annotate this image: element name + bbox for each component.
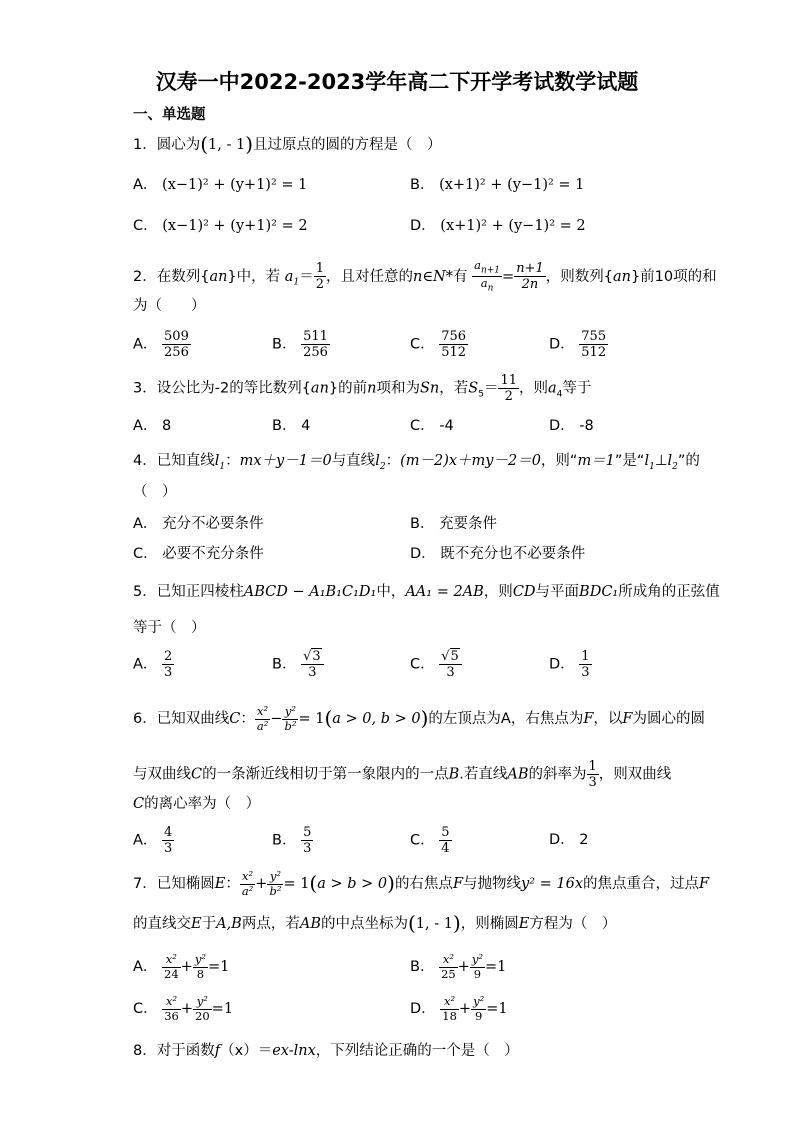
q4-option-b: B． 充要条件 bbox=[410, 516, 498, 532]
question-1: 1．圆心为(1, - 1)且过原点的圆的方程是（ ） bbox=[133, 132, 442, 156]
q7-option-d: D． $\frac{\text{x²}}{18}$ + $\frac{\text{y²}}{9}$ =1 bbox=[410, 994, 508, 1023]
question-3: 3．设公比为-2的等比数列{an}的前n项和为Sn，若$S_5=$ $\frac{11}{2}$ ，则$a_4$等于 bbox=[133, 373, 592, 404]
q1-option-d: D． (x+1)² + (y−1)² = 2 bbox=[410, 218, 586, 234]
q6-option-c: C． $\frac{5}{4}$ bbox=[410, 825, 450, 856]
q3-option-c: C． -4 bbox=[410, 418, 454, 434]
q4-option-a: A． 充分不必要条件 bbox=[133, 516, 264, 532]
q5-option-c: C． $\frac{√5}{3}$ bbox=[410, 650, 462, 679]
question-2: 2．在数列{an}中，若 $a_1=$ $\frac{1}{2}$ ，且对任意的n∈N*有 $\frac{a_{n+1}}{a_n}$ = $\frac{n+1}{2n}$ ，则数列{an}前10项的和 bbox=[133, 258, 717, 294]
q2-option-a: A． $\frac{509}{256}$ bbox=[133, 329, 189, 360]
question-6-line-3: C的离心率为（ ） bbox=[133, 796, 261, 812]
q1-option-c: C． (x−1)² + (y+1)² = 2 bbox=[133, 218, 308, 234]
question-5: 5．已知正四棱柱ABCD − A₁B₁C₁D₁中，AA₁ = 2AB，则CD与平面BDC₁所成角的正弦值 bbox=[133, 584, 720, 600]
q6-option-b: B． $\frac{5}{3}$ bbox=[272, 825, 312, 856]
q2-option-c: C． $\frac{756}{512}$ bbox=[410, 329, 467, 360]
q2-option-d: D． $\frac{755}{512}$ bbox=[549, 329, 607, 360]
question-7-line-2: 的直线交E于A,B两点，若AB的中点坐标为(1, - 1)，则椭圆E方程为（ ） bbox=[133, 911, 617, 935]
question-7: 7．已知椭圆E： $\frac{\text{x²}}{\text{a²}}$ + $\frac{\text{y²}}{\text{b²}}$ = 1(a > b > 0)的右焦点F与抛物线y² = 16x的焦点重合，过点F bbox=[133, 869, 710, 898]
question-8: 8．对于函数f（x）＝ex-lnx，下列结论正确的一个是（ ） bbox=[133, 1043, 519, 1059]
q3-option-d: D． -8 bbox=[549, 418, 594, 434]
q3-option-a: A． 8 bbox=[133, 418, 172, 434]
q7-option-c: C． $\frac{\text{x²}}{36}$ + $\frac{\text{y²}}{20}$ =1 bbox=[133, 994, 234, 1023]
q5-option-d: D． $\frac{1}{3}$ bbox=[549, 649, 590, 680]
q3-option-b: B． 4 bbox=[272, 418, 311, 434]
q1-option-a: A． (x−1)² + (y+1)² = 1 bbox=[133, 177, 308, 193]
question-4-line-2: （ ） bbox=[133, 484, 177, 500]
question-5-line-2: 等于（ ） bbox=[133, 620, 206, 636]
q4-option-c: C． 必要不充分条件 bbox=[133, 546, 264, 562]
q7-option-b: B． $\frac{\text{x²}}{25}$ + $\frac{\text{y²}}{9}$ =1 bbox=[410, 952, 507, 981]
page-title: 汉寿一中2022-2023学年高二下开学考试数学试题 bbox=[155, 70, 639, 94]
question-4: 4．已知直线$l_1$：mx＋y－1＝0与直线$l_2$：(m－2)x＋my－2＝0，则“m＝1”是“$l_1\perp l_2$”的 bbox=[133, 453, 700, 472]
q7-option-a: A． $\frac{\text{x²}}{24}$ + $\frac{\text{y²}}{8}$ =1 bbox=[133, 952, 230, 981]
q6-option-a: A． $\frac{4}{3}$ bbox=[133, 825, 173, 856]
q5-option-a: A． $\frac{2}{3}$ bbox=[133, 649, 173, 680]
q6-option-d: D． 2 bbox=[549, 832, 589, 848]
question-6: 6．已知双曲线C： $\frac{\text{x²}}{\text{a²}}$ − $\frac{\text{y²}}{\text{b²}}$ = 1(a > 0, b > 0)的左顶点为A，右焦点为F，以F为圆心的圆 bbox=[133, 704, 705, 733]
question-2-line-2: 为（ ） bbox=[133, 298, 206, 314]
q1-option-b: B． (x+1)² + (y−1)² = 1 bbox=[410, 177, 585, 193]
q5-option-b: B． $\frac{√3}{3}$ bbox=[272, 650, 324, 679]
question-6-line-2: 与双曲线C的一条渐近线相切于第一象限内的一点B.若直线AB的斜率为 $\frac{1}{3}$ ，则双曲线 bbox=[133, 759, 672, 790]
q2-option-b: B． $\frac{511}{256}$ bbox=[272, 329, 328, 360]
q4-option-d: D． 既不充分也不必要条件 bbox=[410, 546, 586, 562]
section-heading: 一、单选题 bbox=[133, 107, 206, 123]
